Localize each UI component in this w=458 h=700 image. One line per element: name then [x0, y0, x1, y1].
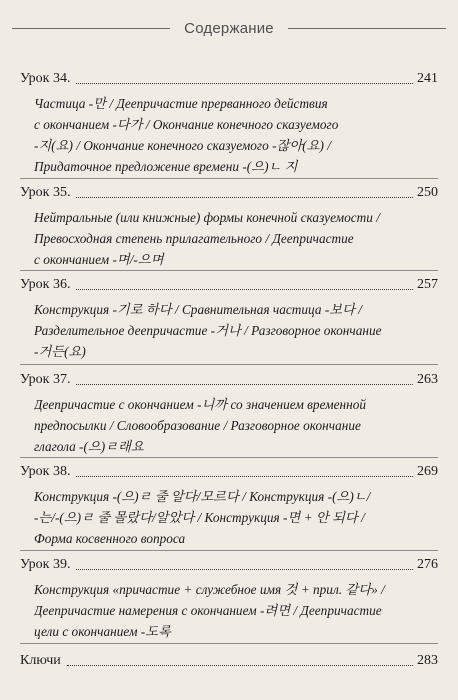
toc-entry-lesson-37	[20, 371, 438, 457]
description-line: Форма косвенного вопроса	[34, 531, 186, 546]
entry-separator	[20, 550, 438, 551]
header-rule-right	[288, 28, 446, 29]
description-line: с окончанием -다가 / Окончание конечного сказуемого	[34, 117, 339, 132]
page-number: 263	[417, 372, 438, 387]
toc-entry-lesson-35	[20, 184, 438, 270]
lesson-title: Урок 36.	[20, 277, 71, 292]
description-line: Деепричастие намерения с окончанием -려면 / Деепричастие	[34, 603, 382, 618]
toc-entry-header	[20, 184, 438, 202]
description-line: с окончанием -며/-으며	[34, 252, 164, 267]
page-number: 257	[417, 277, 438, 292]
toc-entry-lesson-38	[20, 463, 438, 549]
description-line: Конструкция «причастие + служебное имя 것 + прил. 같다» /	[34, 582, 385, 597]
dot-leader	[76, 289, 413, 290]
lesson-description	[34, 299, 438, 362]
entry-separator	[20, 457, 438, 458]
lesson-description	[34, 579, 438, 642]
lesson-description	[34, 394, 438, 457]
description-line: -거든(요)	[34, 344, 86, 359]
page-header	[12, 16, 446, 40]
description-line: Конструкция -기로 하다 / Сравнительная частица -보다 /	[34, 302, 362, 317]
lesson-description	[34, 93, 438, 177]
entry-separator	[20, 270, 438, 271]
page-number: 241	[417, 71, 438, 86]
description-line: цели с окончанием -도록	[34, 624, 171, 639]
toc-entry-header	[20, 463, 438, 481]
page-number: 283	[417, 653, 438, 668]
toc-entry-lesson-39	[20, 556, 438, 642]
page-number: 269	[417, 464, 438, 479]
lesson-description	[34, 486, 438, 549]
description-line: Нейтральные (или книжные) формы конечной сказуемости /	[34, 210, 380, 225]
lesson-title: Урок 34.	[20, 71, 71, 86]
lesson-description	[34, 207, 438, 270]
dot-leader	[76, 197, 413, 198]
description-line: Придаточное предложение времени -(으)ㄴ 지	[34, 159, 298, 174]
dot-leader	[76, 83, 413, 84]
description-line: Деепричастие с окончанием -니까 со значением временной	[34, 397, 367, 412]
description-line: Конструкция -(으)ㄹ 줄 알다/모르다 / Конструкция -(으)ㄴ/	[34, 489, 371, 504]
entry-separator	[20, 643, 438, 644]
description-line: Разделительное деепричастие -거나 / Разговорное окончание	[34, 323, 382, 338]
header-rule-left	[12, 28, 170, 29]
lesson-title: Урок 38.	[20, 464, 71, 479]
description-line: -지(요) / Окончание конечного сказуемого -잖아(요) /	[34, 138, 331, 153]
toc-entry-lesson-36	[20, 276, 438, 362]
page-number: 276	[417, 557, 438, 572]
toc-entry-header	[20, 652, 438, 670]
toc-entry-header	[20, 70, 438, 88]
page-title: Содержание	[184, 19, 274, 37]
toc-entry-lesson-34	[20, 70, 438, 177]
page-number: 250	[417, 185, 438, 200]
lesson-title: Урок 35.	[20, 185, 71, 200]
description-line: глагола -(으)ㄹ래요	[34, 439, 144, 454]
toc-entry-header	[20, 276, 438, 294]
lesson-title: Урок 39.	[20, 557, 71, 572]
dot-leader	[76, 476, 413, 477]
entry-separator	[20, 178, 438, 179]
dot-leader	[67, 665, 413, 666]
description-line: Частица -만 / Деепричастие прерванного действия	[34, 96, 328, 111]
description-line: Превосходная степень прилагательного / Деепричастие	[34, 231, 354, 246]
dot-leader	[76, 384, 413, 385]
dot-leader	[76, 569, 413, 570]
toc-entry-header	[20, 556, 438, 574]
description-line: -는/-(으)ㄹ 줄 몰랐다/알았다 / Конструкция -면 + 안 되다 /	[34, 510, 365, 525]
toc-entry-header	[20, 371, 438, 389]
description-line: предпосылки / Словообразование / Разговорное окончание	[34, 418, 361, 433]
keys-title: Ключи	[20, 653, 61, 668]
toc-entry-keys	[20, 652, 438, 670]
lesson-title: Урок 37.	[20, 372, 71, 387]
entry-separator	[20, 364, 438, 365]
